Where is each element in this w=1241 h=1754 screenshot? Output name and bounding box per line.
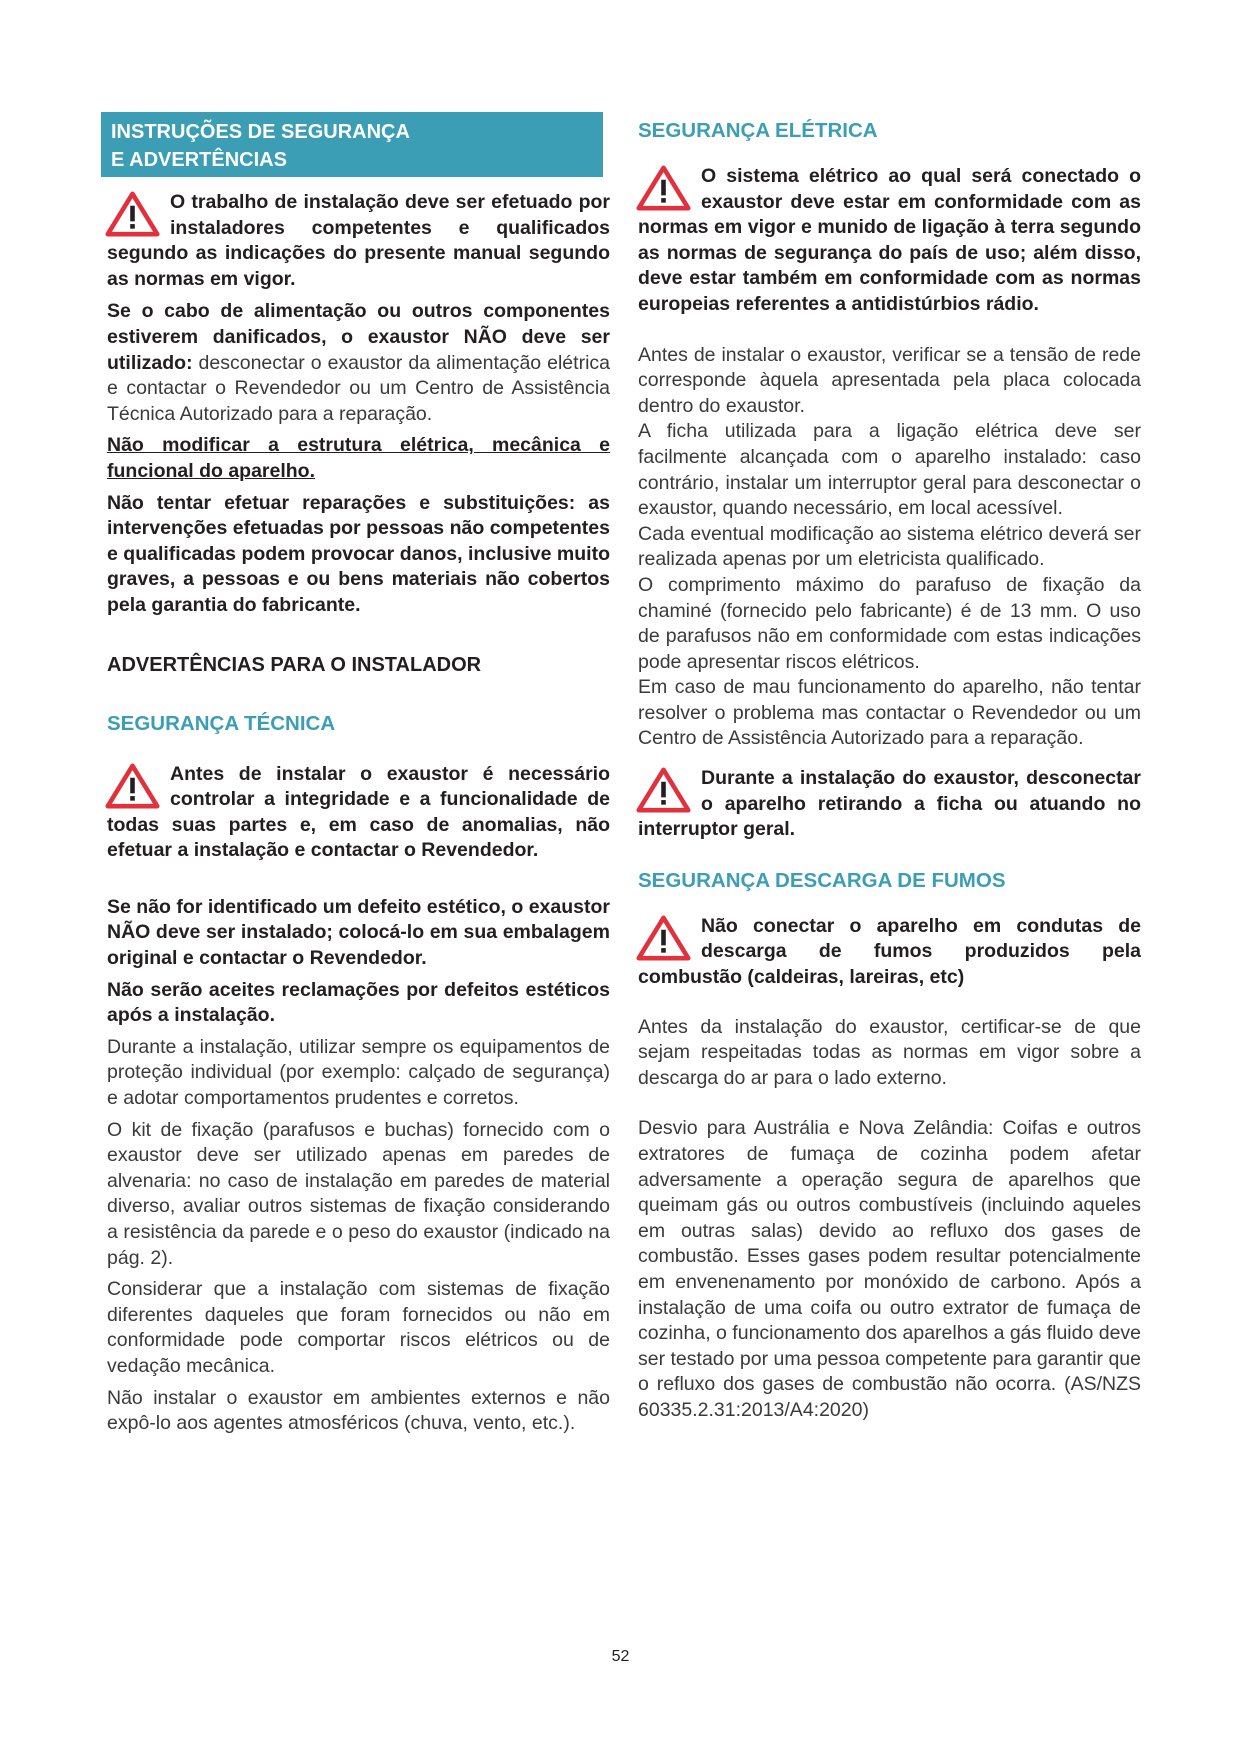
no-modify-paragraph: Não modificar a estrutura elétrica, mecânica e funcional do aparelho. [107, 434, 610, 482]
warning-triangle-icon [105, 188, 160, 240]
warning-5-text: Não conectar o aparelho em condutas de descarga de fumos produzidos pela combustão (caldeiras, lareiras, etc) [638, 914, 1141, 989]
warning-4-text: Durante a instalação do exaustor, desconectar o aparelho retirando a ficha ou atuando no interruptor geral. [638, 767, 1141, 841]
air-discharge-paragraph: Antes da instalação do exaustor, certificar-se de que sejam respeitadas todas as normas em vigor sobre a descarga do ar para o lado externo. [638, 1015, 1141, 1089]
outdoor-paragraph: Não instalar o exaustor em ambientes externos e não expô-lo aos agentes atmosféricos (chuva, vento, etc.). [107, 1386, 610, 1435]
plug-paragraph: A ficha utilizada para a ligação elétrica deve ser facilmente alcançada com o aparelho instalado: caso contrário, instalar um interruptor geral para desconectar o exaustor, quando necessário, em local acessível. [638, 420, 1141, 520]
page-number: 52 [611, 1648, 630, 1665]
fumes-warning [638, 914, 1141, 991]
installer-heading: ADVERTÊNCIAS PARA O INSTALADOR [107, 653, 482, 676]
right-column [638, 117, 1141, 1424]
electrical-warning [638, 164, 1141, 318]
warning-triangle-icon [636, 912, 691, 964]
banner-line-2: E ADVERTÊNCIAS [111, 149, 287, 171]
damaged-cable-paragraph [107, 299, 610, 427]
ppe-paragraph: Durante a instalação, utilizar sempre os equipamentos de proteção individual (por exemplo: calçado de segurança) e adotar comportamentos prudentes e corretos. [107, 1035, 610, 1110]
left-column [107, 190, 610, 1437]
no-claims-paragraph: Não serão aceites reclamações por defeitos estéticos após a instalação. [107, 978, 610, 1027]
installer-warning [107, 190, 610, 292]
warning-2-text: Antes de instalar o exaustor é necessário controlar a integridade e a funcionalidade de todas suas partes e, em caso de anomalias, não efetuar a instalação e contactar o Revendedor. [107, 762, 610, 862]
modification-paragraph: Cada eventual modificação ao sistema elétrico deverá ser realizada apenas por um eletricista qualificado. [638, 522, 1141, 571]
no-repair-paragraph: Não tentar efetuar reparações e substituições: as intervenções efetuadas por pessoas não competentes e qualificadas podem provocar danos, inclusive muito graves, a pessoas e ou bens materiais não cobertos pela garantia do fabricante. [107, 491, 610, 616]
australia-nz-paragraph: Desvio para Austrália e Nova Zelândia: Coifas e outros extratores de fumaça de cozinha podem afetar adversamente a operação segura de aparelhos que queimam gás ou outros combustíveis (incluindo aqueles em outras salas) devido ao refluxo dos gases de combustão. Esses gases podem resultar potencialmente em envenenamento por monóxido de carbono. Após a instalação de uma coifa ou outro extrator de fumaça de cozinha, o funcionamento dos aparelhos a gás fluido deve ser testado por uma pessoa competente para garantir que o refluxo dos gases de combustão não ocorra. (AS/NZS 60335.2.31:2013/A4:2020) [638, 1117, 1142, 1421]
damaged-cable-bold: Se o cabo de alimentação ou outros componentes estiverem danificados, o exaustor NÃO deve ser utilizado: [107, 300, 610, 374]
section-banner [101, 112, 603, 177]
technical-warning [107, 762, 610, 864]
fixing-kit-paragraph: O kit de fixação (parafusos e buchas) fornecido com o exaustor deve ser utilizado apenas em paredes de alvenaria: no caso de instalação em paredes de material diverso, avaliar outros sistemas de fixação considerando a resistência da parede e o peso do exaustor (indicado na pág. 2). [107, 1118, 610, 1269]
warning-triangle-icon [105, 760, 160, 812]
damaged-cable-text: desconectar o exaustor da alimentação elétrica e contactar o Revendedor ou um Centro de Assistência Técnica Autorizado para a reparação. [107, 351, 610, 425]
aesthetic-defect-paragraph: Se não for identificado um defeito estético, o exaustor NÃO deve ser instalado; colocá-lo em sua embalagem original e contactar o Revendedor. [107, 895, 610, 970]
warning-1-text: O trabalho de instalação deve ser efetuado por instaladores competentes e qualificados segundo as indicações do presente manual segundo as normas em vigor. [107, 191, 610, 290]
other-fixing-paragraph: Considerar que a instalação com sistemas de fixação diferentes daqueles que foram fornecidos ou não em conformidade pode comportar riscos elétricos ou de vedação mecânica. [107, 1278, 610, 1377]
malfunction-paragraph: Em caso de mau funcionamento do aparelho, não tentar resolver o problema mas contactar o Revendedor ou um Centro de Assistência Autorizado para a reparação. [638, 676, 1141, 750]
disconnect-warning [638, 766, 1141, 843]
technical-safety-heading: SEGURANÇA TÉCNICA [107, 711, 336, 735]
electrical-safety-heading: SEGURANÇA ELÉTRICA [638, 119, 878, 142]
fumes-safety-heading: SEGURANÇA DESCARGA DE FUMOS [638, 868, 1006, 892]
screw-length-paragraph: O comprimento máximo do parafuso de fixação da chaminé (fornecido pelo fabricante) é de 13 mm. O uso de parafusos não em conformidade com estas indicações pode apresentar riscos elétricos. [638, 573, 1141, 673]
warning-triangle-icon [636, 764, 691, 816]
warning-3-text: O sistema elétrico ao qual será conectado o exaustor deve estar em conformidade com as normas em vigor e munido de ligação à terra segundo as normas de segurança do país de uso; além disso, deve estar também em conformidade com as normas europeias referentes a antidistúrbios rádio. [638, 165, 1141, 315]
voltage-paragraph: Antes de instalar o exaustor, verificar se a tensão de rede corresponde àquela apresentada pela placa colocada dentro do exaustor. [638, 343, 1141, 417]
warning-triangle-icon [636, 162, 691, 214]
banner-line-1: INSTRUÇÕES DE SEGURANÇA [111, 121, 410, 143]
